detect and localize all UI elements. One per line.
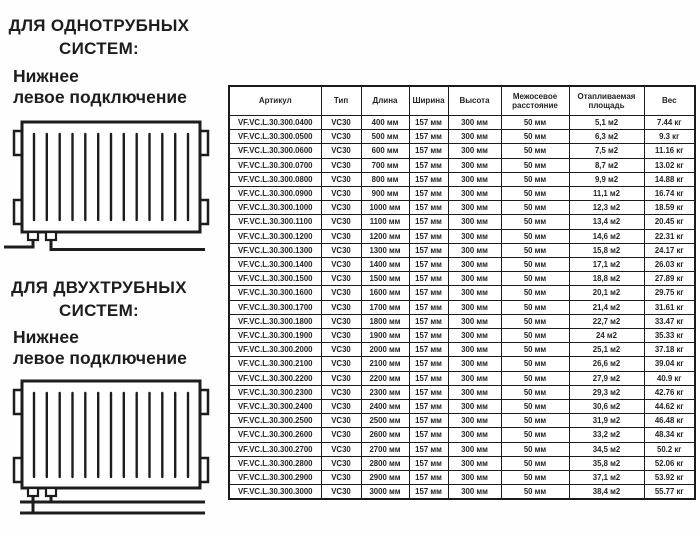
table-cell: VC30 [321,300,361,314]
table-cell: 50 мм [501,116,569,130]
table-cell: 157 мм [409,385,448,399]
table-cell: 300 мм [448,300,501,314]
table-cell: 157 мм [409,172,448,186]
table-cell: VC30 [321,130,361,144]
table-cell: 1000 мм [361,201,409,215]
table-cell: VC30 [321,456,361,470]
table-cell: 50 мм [501,343,569,357]
table-cell: VF.VC.L.30.300.1000 [229,201,321,215]
table-cell: 300 мм [448,428,501,442]
section-title-single-pipe [0,15,198,60]
table-cell: 2100 мм [361,357,409,371]
table-cell: 11,1 м2 [569,187,644,201]
table-row [229,329,695,343]
table-cell: 9,9 м2 [569,172,644,186]
table-header-row [229,86,695,116]
table-cell: VC30 [321,414,361,428]
table-cell: 26,6 м2 [569,357,644,371]
table-cell: VF.VC.L.30.300.0900 [229,187,321,201]
table-cell: 14,6 м2 [569,229,644,243]
table-cell: 300 мм [448,116,501,130]
table-cell: 157 мм [409,485,448,500]
table-cell: 157 мм [409,343,448,357]
table-cell: 157 мм [409,130,448,144]
section-title-two-pipe [0,277,198,322]
table-cell: 50 мм [501,329,569,343]
table-cell: 31,9 м2 [569,414,644,428]
table-cell: 157 мм [409,414,448,428]
title-line-1: ДЛЯ ОДНОТРУБНЫХ [8,16,190,35]
table-cell: 35.33 кг [644,329,695,343]
table-cell: VF.VC.L.30.300.1400 [229,258,321,272]
table-cell: 25,1 м2 [569,343,644,357]
table-row [229,243,695,257]
table-cell: VF.VC.L.30.300.0400 [229,116,321,130]
table-cell: 24.17 кг [644,243,695,257]
table-cell: 2200 мм [361,371,409,385]
table-cell: 300 мм [448,343,501,357]
table-cell: 50 мм [501,258,569,272]
table-cell: 157 мм [409,201,448,215]
table-cell: VC30 [321,286,361,300]
table-cell: VF.VC.L.30.300.2600 [229,428,321,442]
table-cell: 44.62 кг [644,400,695,414]
table-cell: VC30 [321,343,361,357]
radiator-spec-table [228,85,696,500]
column-header: Межосевое расстояние [501,86,569,116]
table-cell: 18,8 м2 [569,272,644,286]
table-cell: 300 мм [448,485,501,500]
table-cell: 300 мм [448,414,501,428]
table-cell: 50.2 кг [644,442,695,456]
table-cell: 157 мм [409,243,448,257]
table-cell: 157 мм [409,286,448,300]
table-cell: 50 мм [501,130,569,144]
table-cell: VF.VC.L.30.300.1100 [229,215,321,229]
table-cell: VC30 [321,371,361,385]
table-cell: 1500 мм [361,272,409,286]
table-cell: 300 мм [448,172,501,186]
table-cell: 50 мм [501,456,569,470]
table-cell: 500 мм [361,130,409,144]
table-cell: 50 мм [501,485,569,500]
table-cell: 300 мм [448,272,501,286]
table-cell: 50 мм [501,400,569,414]
table-cell: VF.VC.L.30.300.2100 [229,357,321,371]
table-cell: 300 мм [448,144,501,158]
table-cell: 50 мм [501,442,569,456]
column-header: Длина [361,86,409,116]
table-cell: 55.77 кг [644,485,695,500]
table-cell: 50 мм [501,371,569,385]
title-line-1: ДЛЯ ДВУХТРУБНЫХ [11,278,187,297]
table-row [229,229,695,243]
table-cell: 1300 мм [361,243,409,257]
table-cell: VF.VC.L.30.300.0700 [229,158,321,172]
table-row [229,187,695,201]
table-cell: 50 мм [501,428,569,442]
table-cell: 40.9 кг [644,371,695,385]
table-cell: 7,5 м2 [569,144,644,158]
table-row [229,144,695,158]
table-cell: 31.61 кг [644,300,695,314]
table-cell: 400 мм [361,116,409,130]
table-row [229,215,695,229]
table-cell: VF.VC.L.30.300.1900 [229,329,321,343]
table-cell: 157 мм [409,300,448,314]
table-cell: 157 мм [409,357,448,371]
table-cell: 9.3 кг [644,130,695,144]
table-cell: VC30 [321,187,361,201]
return-pipe [51,240,205,250]
table-cell: 300 мм [448,442,501,456]
table-cell: VC30 [321,258,361,272]
table-cell: 2400 мм [361,400,409,414]
table-cell: 13.02 кг [644,158,695,172]
table-cell: 3000 мм [361,485,409,500]
table-cell: VC30 [321,385,361,399]
table-cell: VF.VC.L.30.300.3000 [229,485,321,500]
table-row [229,414,695,428]
table-cell: VF.VC.L.30.300.2700 [229,442,321,456]
table-cell: 50 мм [501,215,569,229]
table-cell: VF.VC.L.30.300.1500 [229,272,321,286]
table-cell: 27.89 кг [644,272,695,286]
table-cell: 300 мм [448,329,501,343]
table-cell: 2900 мм [361,471,409,485]
table-cell: 1400 мм [361,258,409,272]
table-cell: 50 мм [501,201,569,215]
table-cell: 37,1 м2 [569,471,644,485]
table-cell: VC30 [321,243,361,257]
table-cell: 157 мм [409,258,448,272]
table-cell: 157 мм [409,229,448,243]
table-cell: VF.VC.L.30.300.2300 [229,385,321,399]
table-cell: 7.44 кг [644,116,695,130]
table-row [229,357,695,371]
table-cell: 18.59 кг [644,201,695,215]
table-cell: 13,4 м2 [569,215,644,229]
table-cell: 300 мм [448,215,501,229]
table-row [229,201,695,215]
table-cell: VF.VC.L.30.300.2500 [229,414,321,428]
table-cell: VC30 [321,485,361,500]
table-cell: 29,3 м2 [569,385,644,399]
table-cell: 24 м2 [569,329,644,343]
table-cell: 700 мм [361,158,409,172]
column-header: Высота [448,86,501,116]
table-cell: 17,1 м2 [569,258,644,272]
table-cell: 50 мм [501,144,569,158]
table-cell: VC30 [321,314,361,328]
table-cell: 50 мм [501,272,569,286]
table-row [229,158,695,172]
table-row [229,371,695,385]
table-cell: VF.VC.L.30.300.0800 [229,172,321,186]
table-cell: 157 мм [409,314,448,328]
table-cell: 157 мм [409,471,448,485]
table-cell: 157 мм [409,215,448,229]
table-cell: 157 мм [409,456,448,470]
table-cell: 22,7 м2 [569,314,644,328]
table-cell: 34,5 м2 [569,442,644,456]
table-cell: 2800 мм [361,456,409,470]
table-cell: 37.18 кг [644,343,695,357]
table-cell: 300 мм [448,471,501,485]
table-cell: 14.88 кг [644,172,695,186]
table-cell: 300 мм [448,201,501,215]
column-header: Тип [321,86,361,116]
table-cell: 20.45 кг [644,215,695,229]
table-cell: 5,1 м2 [569,116,644,130]
table-cell: VF.VC.L.30.300.1300 [229,243,321,257]
table-cell: 800 мм [361,172,409,186]
table-cell: 300 мм [448,314,501,328]
table-cell: VC30 [321,400,361,414]
table-cell: 15,8 м2 [569,243,644,257]
table-cell: VC30 [321,229,361,243]
table-cell: VC30 [321,329,361,343]
table-cell: 8,7 м2 [569,158,644,172]
table-row [229,428,695,442]
title-line-2: СИСТЕМ: [59,300,139,320]
table-cell: VC30 [321,201,361,215]
table-row [229,485,695,500]
table-cell: 157 мм [409,187,448,201]
table-cell: 35,8 м2 [569,456,644,470]
table-cell: 26.03 кг [644,258,695,272]
table-cell: 300 мм [448,243,501,257]
table-cell: VC30 [321,471,361,485]
table-cell: 300 мм [448,385,501,399]
column-header: Артикул [229,86,321,116]
table-cell: 33.47 кг [644,314,695,328]
table-cell: 16.74 кг [644,187,695,201]
table-cell: 20,1 м2 [569,286,644,300]
table-cell: 50 мм [501,357,569,371]
table-cell: 50 мм [501,385,569,399]
table-cell: VF.VC.L.30.300.0500 [229,130,321,144]
table-cell: 1200 мм [361,229,409,243]
table-cell: 38,4 м2 [569,485,644,500]
connection-label-two-pipe: Нижнее левое подключение [13,327,187,368]
column-header: Ширина [409,86,448,116]
table-cell: VF.VC.L.30.300.1200 [229,229,321,243]
table-cell: 21,4 м2 [569,300,644,314]
table-cell: 157 мм [409,272,448,286]
table-cell: 1900 мм [361,329,409,343]
table-cell: 30,6 м2 [569,400,644,414]
table-cell: 50 мм [501,158,569,172]
table-cell: 50 мм [501,414,569,428]
table-row [229,258,695,272]
table-cell: 2500 мм [361,414,409,428]
table-cell: 157 мм [409,329,448,343]
table-cell: VF.VC.L.30.300.1700 [229,300,321,314]
table-cell: 300 мм [448,158,501,172]
table-cell: 300 мм [448,357,501,371]
table-cell: VC30 [321,442,361,456]
table-cell: 300 мм [448,130,501,144]
table-row [229,385,695,399]
table-cell: 300 мм [448,258,501,272]
table-row [229,130,695,144]
table-row [229,286,695,300]
table-cell: VF.VC.L.30.300.0600 [229,144,321,158]
table-cell: 53.92 кг [644,471,695,485]
table-row [229,471,695,485]
table-cell: 2000 мм [361,343,409,357]
table-cell: 2700 мм [361,442,409,456]
table-cell: 157 мм [409,144,448,158]
table-cell: VF.VC.L.30.300.2800 [229,456,321,470]
table-cell: 157 мм [409,428,448,442]
table-cell: 300 мм [448,371,501,385]
table-cell: 12,3 м2 [569,201,644,215]
table-cell: VC30 [321,272,361,286]
table-cell: VF.VC.L.30.300.1600 [229,286,321,300]
table-cell: 300 мм [448,187,501,201]
column-header: Отапливаемая площадь [569,86,644,116]
table-row [229,456,695,470]
table-cell: 300 мм [448,456,501,470]
table-cell: 157 мм [409,442,448,456]
table-cell: 39.04 кг [644,357,695,371]
radiator-bottom-left-two-pipe-diagram [2,368,212,520]
table-row [229,116,695,130]
table-cell: 157 мм [409,400,448,414]
table-row [229,172,695,186]
table-cell: 1700 мм [361,300,409,314]
table-cell: VC30 [321,144,361,158]
table-cell: VC30 [321,116,361,130]
table-cell: 50 мм [501,314,569,328]
table-cell: 50 мм [501,471,569,485]
table-cell: VC30 [321,172,361,186]
table-cell: 157 мм [409,158,448,172]
table-cell: 600 мм [361,144,409,158]
table-cell: 11.16 кг [644,144,695,158]
table-row [229,272,695,286]
table-cell: 2600 мм [361,428,409,442]
table-cell: 52.06 кг [644,456,695,470]
table-cell: 42.76 кг [644,385,695,399]
title-line-2: СИСТЕМ: [59,38,139,58]
table-cell: 157 мм [409,116,448,130]
table-cell: VF.VC.L.30.300.2900 [229,471,321,485]
table-cell: 50 мм [501,229,569,243]
table-cell: 900 мм [361,187,409,201]
spec-table-container [228,85,694,500]
table-cell: 50 мм [501,172,569,186]
table-cell: 2300 мм [361,385,409,399]
table-cell: 50 мм [501,243,569,257]
table-cell: VC30 [321,428,361,442]
table-row [229,400,695,414]
table-cell: 1800 мм [361,314,409,328]
table-cell: VC30 [321,357,361,371]
table-cell: 50 мм [501,187,569,201]
table-row [229,442,695,456]
table-cell: 1600 мм [361,286,409,300]
table-cell: 300 мм [448,286,501,300]
table-cell: 33,2 м2 [569,428,644,442]
table-row [229,314,695,328]
table-cell: 22.31 кг [644,229,695,243]
table-cell: 27,9 м2 [569,371,644,385]
table-cell: 50 мм [501,286,569,300]
table-cell: 300 мм [448,229,501,243]
table-row [229,343,695,357]
connection-label-single-pipe: Нижнее левое подключение [13,66,187,107]
table-cell: 6,3 м2 [569,130,644,144]
table-cell: VC30 [321,215,361,229]
table-cell: 48.34 кг [644,428,695,442]
column-header: Вес [644,86,695,116]
table-row [229,300,695,314]
table-cell: VF.VC.L.30.300.2000 [229,343,321,357]
table-cell: 29.75 кг [644,286,695,300]
table-cell: VF.VC.L.30.300.2200 [229,371,321,385]
table-cell: VF.VC.L.30.300.2400 [229,400,321,414]
table-cell: 300 мм [448,400,501,414]
table-cell: VC30 [321,158,361,172]
table-cell: 46.48 кг [644,414,695,428]
radiator-bottom-left-single-pipe-diagram [2,112,212,254]
table-cell: VF.VC.L.30.300.1800 [229,314,321,328]
table-cell: 50 мм [501,300,569,314]
table-cell: 157 мм [409,371,448,385]
table-cell: 1100 мм [361,215,409,229]
